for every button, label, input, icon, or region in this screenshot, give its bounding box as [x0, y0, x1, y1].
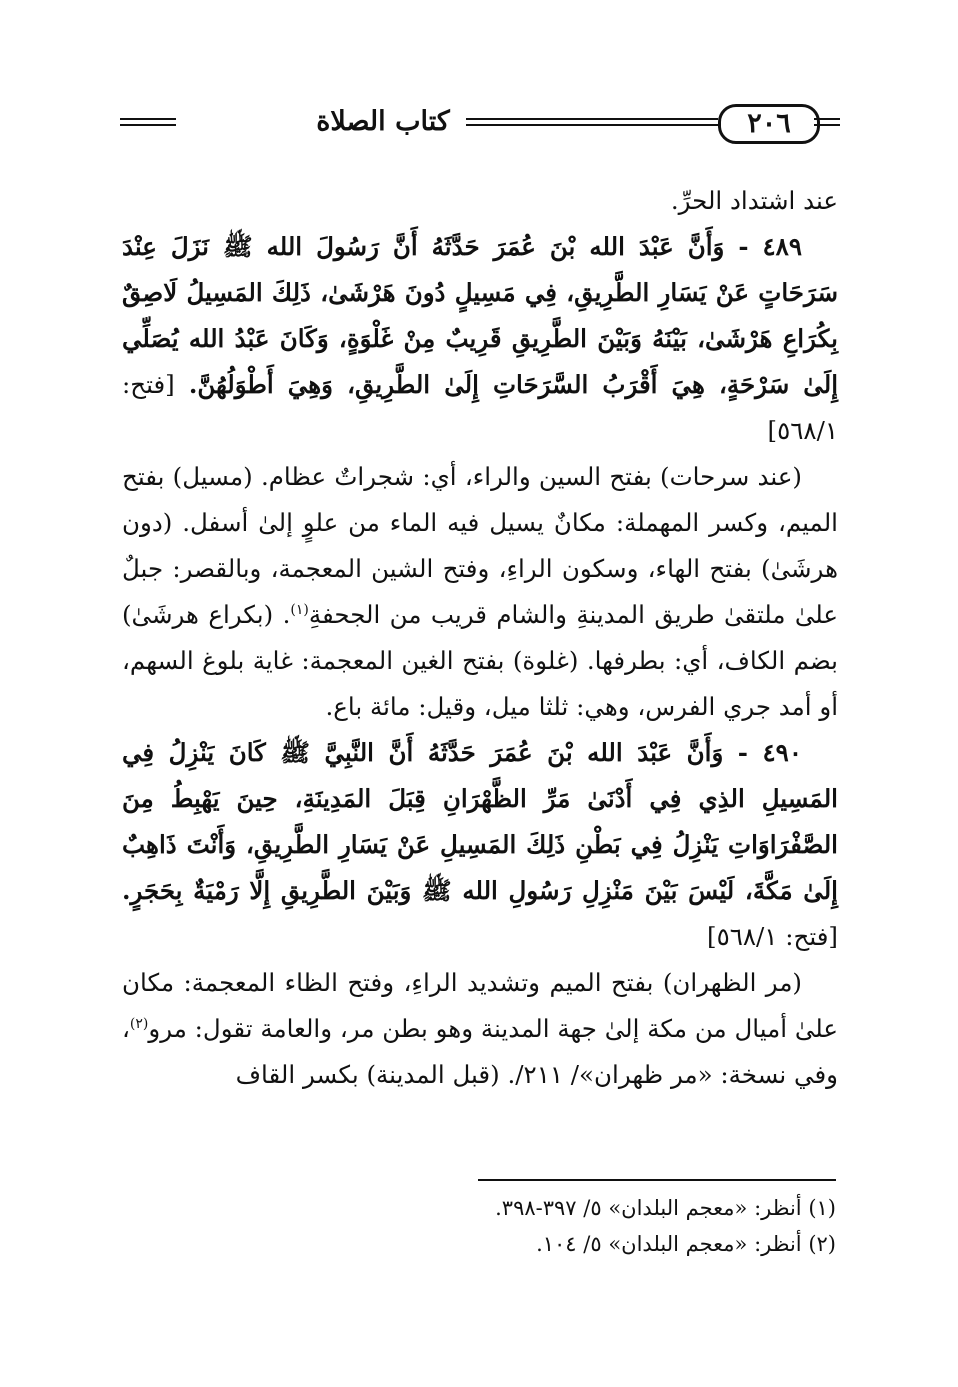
header-rule-right — [814, 118, 840, 126]
paragraph-continuation: عند اشتداد الحرِّ. — [670, 186, 838, 215]
hadith-490: ٤٩٠ - وَأَنَّ عَبْدَ الله بْنَ عُمَرَ حَدَّثَهُ أَنَّ النَّبِيَّ ﷺ كَانَ يَنْزِلُ فِي المَسِيلِ الذِي فِي أَدْنَىٰ مَرِّ الظَّهْرَانِ قِبَلَ المَدِينَةِ، حِينَ يَهْبِطُ مِنَ الصَّفْرَاوَاتِ يَنْزِلُ فِي بَطْنِ ذَلِكَ المَسِيلِ عَنْ يَسَارِ الطَّرِيقِ، وَأَنْتَ ذَاهِبٌ إِلَىٰ مَكَّةَ، لَيْسَ بَيْنَ مَنْزِلِ رَسُولِ الله ﷺ وَبَيْنَ الطَّرِيقِ إِلَّا رَمْيَةٌ بِحَجَرٍ. [فتح: ٥٦٨/١] — [122, 738, 838, 951]
header-rule-left — [120, 118, 176, 126]
page-number: ٢٠٦ — [718, 104, 820, 144]
main-text — [122, 178, 838, 1098]
running-title: كتاب الصلاة — [316, 106, 450, 137]
footnote-1: (١) أنظر: «معجم البلدان» ٥/ ٣٩٧-٣٩٨. — [495, 1196, 836, 1220]
footnote-marker-1: (١) — [290, 601, 309, 618]
hadith-489-reference: [فتح: ٥٦٨/١] — [122, 370, 838, 445]
commentary-489: (عند سرحات) بفتح السين والراء، أي: شجراتٌ عظام. (مسيل) بفتح الميم، وكسر المهملة: مكانٌ يسيل فيه الماء من علوٍ إلىٰ أسفل. (دون هرشَىٰ) بفتح الهاء، وسكون الراءِ، وفتح الشين المعجمة، وبالقصر: جبلٌ علىٰ ملتقىٰ طريق المدينةِ والشام قريب من الجحفةِ$^{(١)}$. (بكراع هرشَىٰ) بضم الكاف، أي: بطرفها. (غلوة) بفتح الغين المعجمة: غاية بلوغ السهم، أو أمد جري الفرس، وهي: ثلثا ميل، وقيل: مائة باع. — [122, 462, 838, 721]
hadith-489: ٤٨٩ - وَأَنَّ عَبْدَ الله بْنَ عُمَرَ حَدَّثَهُ أَنَّ رَسُولَ الله ﷺ نَزَلَ عِنْدَ سَرَحَاتٍ عَنْ يَسَارِ الطَّرِيقِ، فِي مَسِيلٍ دُونَ هَرْشَىٰ، ذَلِكَ المَسِيلُ لَاصِقٌ بِكُرَاعِ هَرْشَىٰ، بَيْنَهُ وَبَيْنَ الطَّرِيقِ قَرِيبٌ مِنْ غَلْوَةٍ، وَكَانَ عَبْدُ الله يُصَلِّي إِلَىٰ سَرْحَةٍ، هِيَ أَقْرَبُ السَّرَحَاتِ إِلَىٰ الطَّرِيقِ، وَهِيَ أَطْوَلُهُنَّ. [فتح: ٥٦٨/١] — [122, 232, 838, 445]
hadith-490-reference: [فتح: ٥٦٨/١] — [707, 922, 838, 951]
footnote-marker-2: (٢) — [129, 1015, 149, 1032]
footnote-divider — [478, 1179, 836, 1181]
footnote-2: (٢) أنظر: «معجم البلدان» ٥/ ١٠٤. — [536, 1232, 836, 1256]
page-header — [120, 100, 840, 150]
header-rule-middle — [466, 118, 718, 126]
commentary-490: (مر الظهران) بفتح الميم وتشديد الراءِ، وفتح الظاء المعجمة: مكان علىٰ أميال من مكة إلىٰ جهة المدينة وهو بطن مر، والعامة تقول: مرو$^{(٢)}$، وفي نسخة: «مر ظهران»/ ٢١١/. (قبل المدينة) بكسر القاف — [122, 968, 838, 1089]
footnotes — [300, 1190, 836, 1262]
